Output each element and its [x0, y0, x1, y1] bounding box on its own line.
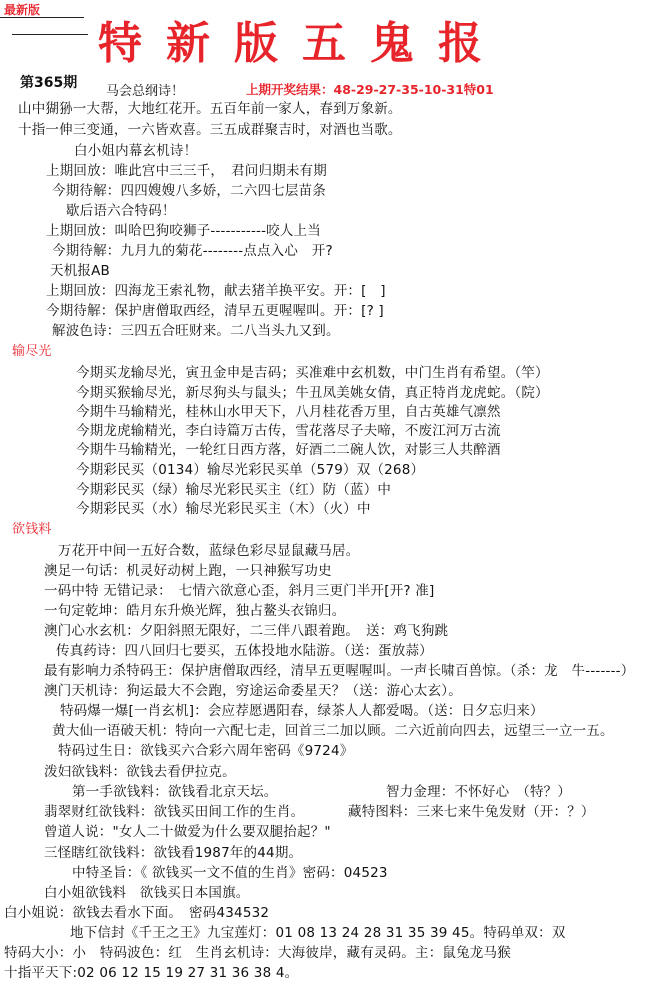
text-line: 今期牛马输精光，桂林山水甲天下，八月桂花香万里，自古英雄气凛然 [76, 404, 501, 420]
text-line: 特码大小：小 特码波色：红 生肖玄机诗：大海彼岸，藏有灵码。主：鼠兔龙马猴 [4, 945, 511, 961]
divider [0, 17, 84, 18]
text-line: 上期回放：四海龙王索礼物，献去猪羊换平安。开：[ ] [46, 283, 386, 299]
page-title: 特新版五鬼报 [98, 18, 506, 69]
last-results: 上期开奖结果：48-29-27-35-10-31特01 [246, 82, 494, 97]
text-line: 白小姐说：欲钱去看水下面。 密码434532 [4, 905, 270, 921]
text-line: 上期回放：叫哈巴狗咬狮子-----------咬人上当 [46, 223, 321, 239]
text-line: 歇后语六合特码！ [66, 203, 176, 219]
text-line: 一句定乾坤：皓月东升焕光辉，独占鳌头衣锦归。 [44, 603, 346, 619]
text-line: 十指平天下:02 06 12 15 19 27 31 36 38 4。 [4, 965, 299, 981]
divider [12, 34, 88, 35]
text-line: 藏特图料：三来七来牛兔发财（开：？） [348, 804, 595, 820]
text-line: 万花开中间一五好合数，蓝绿色彩尽显鼠藏马居。 [58, 543, 360, 559]
poem-title: 马会总纲诗！ [106, 84, 185, 99]
text-line: 今期龙虎输精光，李白诗篇万古传，雪花落尽子夫啼，不废江河万古流 [76, 423, 501, 439]
text-line: 今期彩民买（水）输尽光彩民买主（木）（火）中 [76, 501, 371, 517]
text-line: 解波色诗：三四五合旺财来。二八当头九又到。 [52, 323, 340, 339]
text-line: 黄大仙一语破天机：特向一六配七走，回首三二加以顾。二六近前向四去，远望三一立一五。 [52, 723, 614, 739]
text-line: 第一手欲钱料：欲钱看北京天坛。 [72, 784, 278, 800]
section-heading: 输尽光 [12, 344, 52, 359]
text-line: 澳门天机诗：狗运最大不会跑，穷途运命委星天？（送：游心太玄）。 [44, 683, 462, 699]
text-line: 中特圣旨：《 欲钱买一文不值的生肖》密码：04523 [72, 865, 388, 881]
text-line: 地下信封《千王之王》九宝莲灯：01 08 13 24 28 31 35 39 45。特码单双：双 [70, 925, 566, 941]
text-line: 上期回放：唯此宫中三三千， 君问归期未有期 [46, 163, 327, 179]
text-line: 今期待解：保护唐僧取西经，清早五更喔喔叫。开：[? ] [46, 303, 384, 319]
text-line: 传真药诗：四八回归七要买，五体投地水陆游。（送：蛋放蒜） [56, 643, 433, 659]
text-line: 澳门心水玄机：夕阳斜照无限好，二三伴八跟着跑。 送：鸡飞狗跳 [44, 623, 449, 639]
text-line: 十指一伸三变通，一六皆欢喜。三五成群聚吉时，对酒也当歌。 [18, 122, 402, 138]
text-line: 今期彩民买（绿）输尽光彩民买主（红）防（蓝）中 [76, 482, 392, 498]
text-line: 翡翠财红欲钱料：欲钱买田间工作的生肖。 [44, 804, 305, 820]
text-line: 天机报AB [50, 263, 110, 279]
text-line: 今期买猴输尽光，新尽狗头与鼠头；牛丑凤美姚女倩，真正特肖龙虎蛇。（院） [76, 385, 549, 401]
text-line: 澳足一句话：机灵好动树上跑，一只神猴写功史 [44, 563, 332, 579]
text-line: 特码爆一爆[一肖玄机]：会应荐愿遇阳春，绿茶人人都爱喝。（送：日夕忘归来） [60, 703, 544, 719]
text-line: 今期牛马输精光，一轮红日西方落，好酒二二碗人饮，对影三人共醉酒 [76, 442, 501, 458]
text-line: 今期彩民买（0134）输尽光彩民买单（579）双（268） [76, 462, 425, 478]
text-line: 白小姐内幕玄机诗！ [74, 143, 198, 159]
text-line: 白小姐欲钱料 欲钱买日本国旗。 [44, 885, 250, 901]
text-line: 三怪瞎红欲钱料：欲钱看1987年的44期。 [44, 845, 303, 861]
edition-badge: 最新版 [4, 3, 41, 17]
issue-number: 第365期 [20, 75, 78, 91]
text-line: 泼妇欲钱料：欲钱去看伊拉克。 [44, 764, 236, 780]
text-line: 今期待解：九月九的菊花--------点点入心 开? [52, 243, 333, 259]
text-line: 最有影响力杀特码王：保护唐僧取西经，清早五更喔喔叫。一声长啸百兽惊。（杀：龙 牛-------） [44, 663, 635, 679]
text-line: 山中猢狲一大帮，大地红花开。五百年前一家人，春到万象新。 [18, 101, 402, 117]
text-line: 一码中特 无错记录： 七情六欲意心歪，斜月三更门半开[开? 准] [44, 583, 435, 599]
text-line: 特码过生日：欲钱买六合彩六周年密码《9724》 [58, 743, 354, 759]
text-line: 智力金理：不怀好心 （特？） [386, 784, 572, 800]
section-heading: 欲钱料 [12, 522, 52, 537]
text-line: 今期买龙输尽光，寅丑金申是吉码；买准难中玄机数，中门生肖有希望。（竿） [76, 365, 549, 381]
text-line: 今期待解：四四嫂嫂八多娇，二六四七层苗条 [52, 183, 326, 199]
text-line: 曾道人说："女人二十做爱为什么要双腿抬起？" [44, 824, 331, 840]
